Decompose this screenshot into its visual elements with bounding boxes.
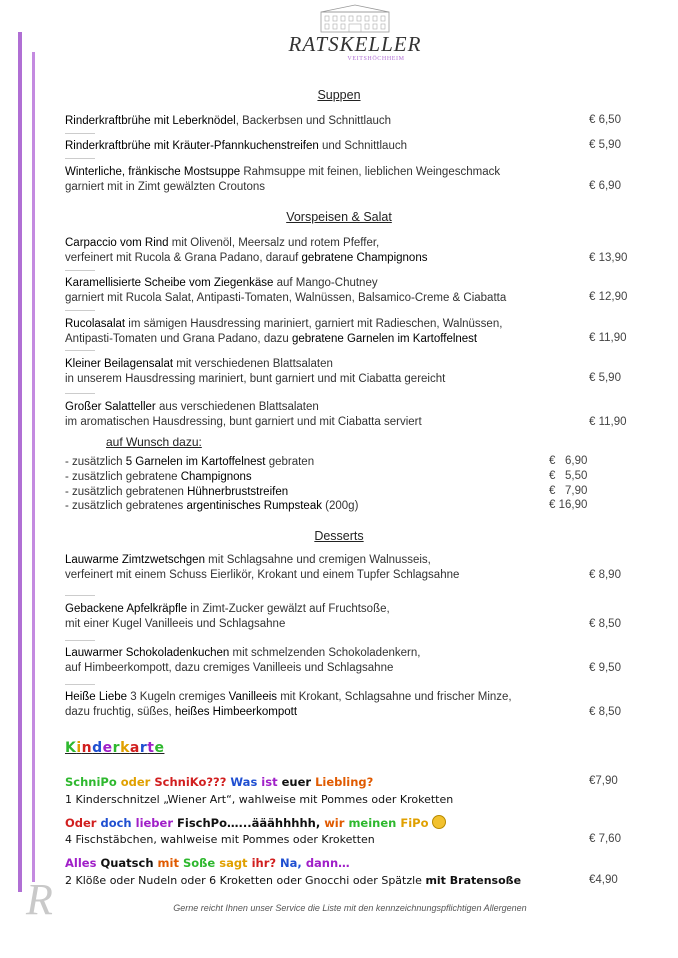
item-desc: mit Schlagsahne und cremigen Walnusseis, xyxy=(204,554,431,566)
item-name: Lauwarme Zimtzwetschgen xyxy=(65,554,205,566)
kinder-word: Was xyxy=(230,775,262,789)
item-desc: aus verschiedenen Blattsalaten xyxy=(155,401,319,413)
item-desc-bold: gebratene Champignons xyxy=(301,252,428,264)
kinder-word: Soße xyxy=(182,856,220,870)
kinder-word: doch xyxy=(100,816,136,830)
extra-pre: - zusätzlich xyxy=(65,456,126,468)
item-price: € 8,50 xyxy=(589,618,621,630)
kinder-word: Na, xyxy=(280,856,306,870)
divider xyxy=(65,393,95,394)
item-desc: und Schnittlauch xyxy=(318,140,407,152)
kinder-headline xyxy=(65,815,446,830)
building-icon xyxy=(315,4,395,34)
item-desc-bold: Vanilleeis xyxy=(228,691,278,703)
menu-item xyxy=(65,690,585,720)
extra-price: € 7,90 xyxy=(549,485,588,497)
item-desc-line2: garniert mit in Zimt gewälzten Croutons xyxy=(65,181,266,193)
item-desc: im sämigen Hausdressing mariniert, garniert mit Radieschen, Walnüssen, xyxy=(125,318,503,330)
item-desc: 3 Kugeln cremiges xyxy=(127,691,229,703)
item-name: Heiße Liebe xyxy=(65,691,128,703)
menu-item xyxy=(65,236,585,266)
item-price: € 5,90 xyxy=(589,139,621,151)
extra-item xyxy=(65,470,252,485)
item-desc: mit schmelzenden Schokoladenkern, xyxy=(229,647,421,659)
item-desc: mit Olivenöl, Meersalz und rotem Pfeffer, xyxy=(168,237,380,249)
item-desc-line2: mit einer Kugel Vanilleeis und Schlagsahne xyxy=(65,618,286,630)
kinderkarte-letter: i xyxy=(76,740,82,756)
extra-bold: 5 Garnelen im Kartoffelnest xyxy=(125,456,266,468)
section-heading-desserts: Desserts xyxy=(314,529,364,543)
divider xyxy=(65,595,95,596)
menu-item xyxy=(65,602,585,632)
divider xyxy=(65,133,95,134)
menu-item xyxy=(65,139,585,154)
kinderkarte-letter: e xyxy=(154,740,165,756)
divider xyxy=(65,158,95,159)
extra-pre: - zusätzlich gebratenes xyxy=(65,500,187,512)
kinder-word: Quatsch xyxy=(100,856,158,870)
menu-item xyxy=(65,553,585,583)
kinder-word: ist xyxy=(261,775,282,789)
item-name: Rinderkraftbrühe mit Leberknödel xyxy=(65,115,236,127)
extra-item xyxy=(65,499,358,514)
divider xyxy=(65,640,95,641)
extra-price: € 16,90 xyxy=(549,499,588,511)
item-desc: auf Mango-Chutney xyxy=(273,277,378,289)
kinder-word: meinen xyxy=(348,816,401,830)
item-desc-line2: in unserem Hausdressing mariniert, bunt garniert und mit Ciabatta gereicht xyxy=(65,373,446,385)
kinder-headline xyxy=(65,775,373,789)
divider xyxy=(65,684,95,685)
kinder-word: FischPo…...ääähhhhh, xyxy=(177,816,325,830)
item-desc-line2: verfeinert mit Rucola & Grana Padano, darauf xyxy=(65,252,302,264)
item-name: Lauwarmer Schokoladenkuchen xyxy=(65,647,230,659)
item-desc-bold: gebratene Garnelen im Kartoffelnest xyxy=(291,333,478,345)
item-desc-bold: heißes Himbeerkompott xyxy=(174,706,298,718)
kinder-word: Liebling? xyxy=(315,775,374,789)
smiley-icon xyxy=(432,815,446,829)
menu-item xyxy=(65,317,585,347)
decorative-bar-inner xyxy=(32,52,35,882)
extra-post: (200g) xyxy=(321,500,359,512)
kinderkarte-letter: e xyxy=(102,740,113,756)
item-price: € 8,90 xyxy=(589,569,621,581)
kinder-desc-bold: mit Bratensoße xyxy=(425,874,522,887)
item-name: Carpaccio vom Rind xyxy=(65,237,169,249)
kinder-word: dann… xyxy=(305,856,350,870)
kinderkarte-letter: r xyxy=(139,740,148,756)
menu-item xyxy=(65,357,585,387)
extra-item xyxy=(65,485,288,500)
item-price: € 8,50 xyxy=(589,706,621,718)
allergen-footer: Gerne reicht Ihnen unser Service die Liste mit den kennzeichnungspflichtigen Allergenen xyxy=(173,903,527,913)
decorative-bar xyxy=(18,32,22,892)
divider xyxy=(65,310,95,311)
kinder-desc xyxy=(65,874,521,887)
kinder-word: lieber xyxy=(135,816,178,830)
item-price: € 13,90 xyxy=(589,252,628,264)
kinderkarte-letter: K xyxy=(65,740,77,756)
item-desc-cont: mit Krokant, Schlagsahne und frischer Minze, xyxy=(277,691,512,703)
kinder-desc: 1 Kinderschnitzel „Wiener Art“, wahlweise mit Pommes oder Kroketten xyxy=(65,793,454,806)
item-price: € 12,90 xyxy=(589,291,628,303)
kinder-word: euer xyxy=(281,775,316,789)
extras-heading: auf Wunsch dazu: xyxy=(106,435,202,449)
item-desc: , Backerbsen und Schnittlauch xyxy=(235,115,392,127)
menu-item xyxy=(65,276,585,306)
kinder-word: sagt xyxy=(219,856,252,870)
extra-post: gebraten xyxy=(265,456,315,468)
item-name: Gebackene Apfelkräpfle xyxy=(65,603,188,615)
extra-pre: - zusätzlich gebratene xyxy=(65,471,181,483)
menu-item xyxy=(65,114,585,129)
extra-bold: Champignons xyxy=(180,471,252,483)
brand-name: RATSKELLER xyxy=(288,32,422,56)
menu-item xyxy=(65,400,585,430)
item-price: € 6,50 xyxy=(589,114,621,126)
kinderkarte-letter: r xyxy=(112,740,121,756)
extra-pre: - zusätzlich gebratenen xyxy=(65,486,188,498)
kinderkarte-title xyxy=(65,740,164,756)
brand-sub: VEITSHÖCHHEIM xyxy=(347,56,405,62)
item-desc-line2: garniert mit Rucola Salat, Antipasti-Tomaten, Walnüssen, Balsamico-Creme & Ciabatta xyxy=(65,292,507,304)
extra-bold: argentinisches Rumpsteak xyxy=(186,500,322,512)
item-name: Großer Salatteller xyxy=(65,401,156,413)
item-desc-line2: auf Himbeerkompott, dazu cremiges Vanilleeis und Schlagsahne xyxy=(65,662,394,674)
kinder-word: Alles xyxy=(65,856,101,870)
kinder-word: ihr? xyxy=(251,856,281,870)
kinder-word: Oder xyxy=(65,816,101,830)
item-desc-line2: dazu fruchtig, süßes, xyxy=(65,706,175,718)
extra-item xyxy=(65,455,314,470)
kinder-headline xyxy=(65,856,350,870)
item-price: € 9,50 xyxy=(589,662,621,674)
item-desc-line2: Antipasti-Tomaten und Grana Padano, dazu xyxy=(65,333,292,345)
menu-item xyxy=(65,165,585,195)
r-monogram: R xyxy=(26,875,53,924)
item-desc: mit verschiedenen Blattsalaten xyxy=(173,358,333,370)
kinderkarte-letter: n xyxy=(81,740,93,756)
item-price: € 11,90 xyxy=(589,332,627,344)
divider xyxy=(65,270,95,271)
kinderkarte-letter: d xyxy=(92,740,103,756)
item-desc-line2: im aromatischen Hausdressing, bunt garniert und mit Ciabatta serviert xyxy=(65,416,422,428)
item-price: € 5,90 xyxy=(589,372,621,384)
kinderkarte-letter: a xyxy=(129,740,140,756)
kinder-word: mit xyxy=(157,856,183,870)
extra-price: € 6,90 xyxy=(549,455,588,467)
item-name: Karamellisierte Scheibe vom Ziegenkäse xyxy=(65,277,274,289)
kinder-word: SchniKo??? xyxy=(154,775,231,789)
item-price: €4,90 xyxy=(589,874,618,886)
item-price: €7,90 xyxy=(589,775,618,787)
kinder-word: FiPo xyxy=(400,816,429,830)
item-name: Rucolasalat xyxy=(65,318,126,330)
item-name: Winterliche, fränkische Mostsuppe xyxy=(65,166,241,178)
item-price: € 7,60 xyxy=(589,833,621,845)
kinder-word: wir xyxy=(324,816,349,830)
extra-bold: Hühnerbruststreifen xyxy=(187,486,289,498)
item-price: € 6,90 xyxy=(589,180,621,192)
ratskeller-logo xyxy=(280,4,430,64)
item-desc: in Zimt-Zucker gewälzt auf Fruchtsoße, xyxy=(187,603,390,615)
item-price: € 11,90 xyxy=(589,416,627,428)
item-name: Rinderkraftbrühe mit Kräuter-Pfannkuchenstreifen xyxy=(65,140,319,152)
kinder-word: SchniPo xyxy=(65,775,121,789)
divider xyxy=(65,350,95,351)
kinderkarte-letter: k xyxy=(120,740,130,756)
section-heading-suppen: Suppen xyxy=(317,88,361,102)
item-desc-line2: verfeinert mit einem Schuss Eierlikör, Krokant und einem Tupfer Schlagsahne xyxy=(65,569,460,581)
kinder-word: oder xyxy=(120,775,155,789)
kinderkarte-letter: t xyxy=(147,740,155,756)
item-desc: Rahmsuppe mit feinen, lieblichen Weingeschmack xyxy=(240,166,501,178)
kinder-desc-text: 2 Klöße oder Nudeln oder 6 Kroketten oder Gnocchi oder Spätzle xyxy=(65,874,426,887)
item-name: Kleiner Beilagensalat xyxy=(65,358,174,370)
section-heading-vorspeisen: Vorspeisen & Salat xyxy=(286,210,392,224)
extra-price: € 5,50 xyxy=(549,470,588,482)
kinder-desc: 4 Fischstäbchen, wahlweise mit Pommes oder Kroketten xyxy=(65,833,375,846)
menu-item xyxy=(65,646,585,676)
